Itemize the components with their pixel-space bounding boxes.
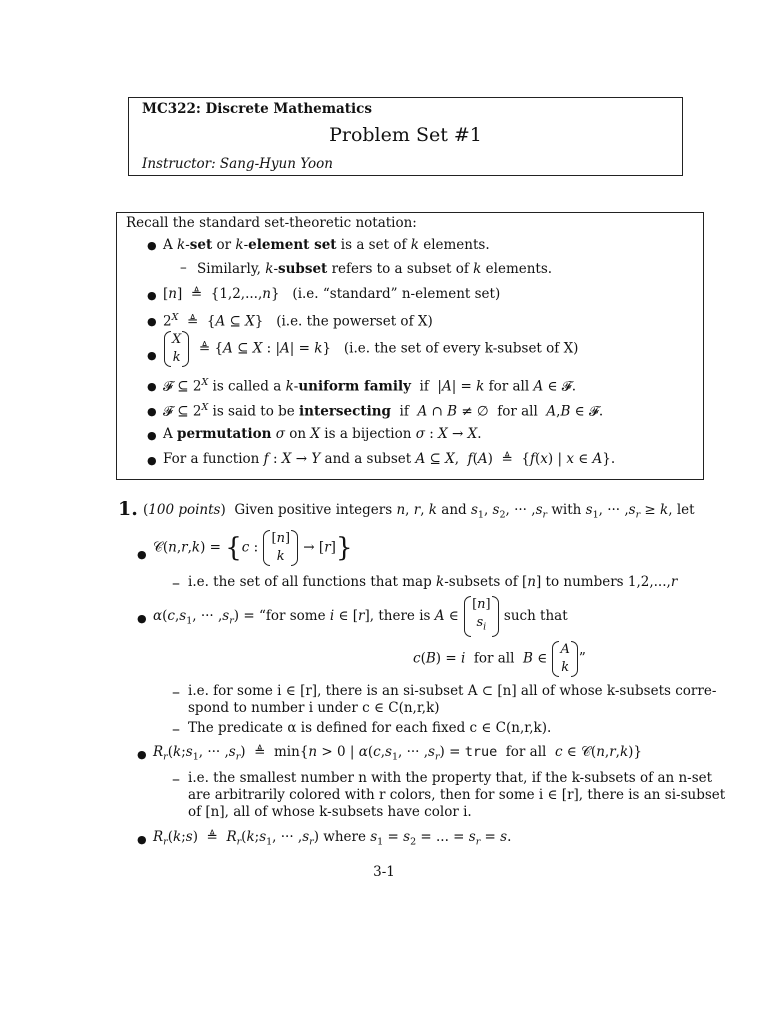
dash-icon: – [172,573,180,592]
dash-icon: – [172,719,180,738]
alpha-note-2: The predicate α is defined for each fixed c ∈ C(n,r,k). [188,720,552,736]
course-title: MC322: Discrete Mathematics [142,101,372,117]
bullet-icon: ● [147,315,157,328]
notation-intersecting: 𝓕 ⊆ $2^X$ is said to be intersecting if A ∩ B ≠ ∅ for all A,B ∈ 𝓕. [163,402,604,420]
ramsey-note-1: i.e. the smallest number n with the property that, if the k-subsets of an n-set [188,770,713,786]
def-ramsey-diag: $R_r(k;s)$ ≜ $R_r(k;s_1$, ··· $,s_r$) where $s_1 = s_2$ = ... = $s_r = s$. [153,829,512,848]
bullet-icon: ● [147,454,157,467]
def-c-note: i.e. the set of all functions that map k-subsets of [n] to numbers 1,2,...,r [188,574,678,590]
ramsey-note-2: are arbitrarily colored with r colors, then for some i ∈ [r], there is an si-subset [188,787,726,803]
def-alpha: $\alpha(c,s_1$, ··· $,s_r$) = “for some i ∈ [r], there is A ∈ [n] $s_i$ such that [153,596,568,637]
def-ramsey: $R_r(k;s_1$, ··· $,s_r$) ≜ min{n > 0 | $\alpha(c,s_1$, ··· $,s_r$) = true for all c ∈ 𝒞(n,r,k)} [153,744,642,763]
ramsey-note-3: of [n], all of whose k-subsets have color i. [188,804,472,820]
bullet-icon: ● [147,349,157,362]
dash-icon: – [172,682,180,701]
notation-permutation: A permutation σ on X is a bijection σ : X → X. [163,426,482,442]
bullet-icon: ● [137,548,147,561]
dash-icon: – [172,769,180,788]
bullet-icon: ● [137,612,147,625]
page-number: 3-1 [373,864,395,880]
notation-image: For a function f : X → Y and a subset A ⊆ X, f(A) ≜ {f(x) | x ∈ A}. [163,451,616,467]
problem-statement: (100 points) Given positive integers n, r, k and $s_1$, $s_2$, ··· $,s_r$ with $s_1$, ··· $,s_r \ge k$, let [143,502,695,521]
bullet-icon: ● [137,748,147,761]
bullet-icon: ● [147,239,157,252]
problem-set-title: Problem Set #1 [329,124,482,146]
notation-ksubset: Similarly, k-subset refers to a subset of k elements. [197,261,553,277]
notation-box [116,212,704,480]
bullet-icon: ● [147,405,157,418]
dash-icon: – [180,260,187,276]
bullet-icon: ● [147,380,157,393]
instructor: Instructor: Sang-Hyun Yoon [142,156,333,172]
def-alpha-cond: c(B) = i for all B ∈ A k ” [413,642,586,675]
notation-uniform: 𝓕 ⊆ $2^X$ is called a k-uniform family if |A| = k for all A ∈ 𝓕. [163,377,577,395]
notation-powerset: $2^X$ ≜ {A ⊆ X} (i.e. the powerset of X) [163,312,433,330]
notation-kset: A k-set or k-element set is a set of k elements. [163,237,490,253]
bullet-icon: ● [137,833,147,846]
notation-ksubsets: X k ≜ {A ⊆ X : |A| = k} (i.e. the set of every k-subset of X) [163,331,578,367]
alpha-note-1: i.e. for some i ∈ [r], there is an si-subset A ⊂ [n] all of whose k-subsets corre- [188,683,717,699]
header-box [128,97,683,176]
notation-intro: Recall the standard set-theoretic notation: [126,215,417,231]
def-c: 𝒞(n,r,k) = {c : [n] k → [r]} [153,531,353,564]
alpha-note-1b: spond to number i under c ∈ C(n,r,k) [188,700,440,716]
problem-number: 1. [118,498,138,520]
bullet-icon: ● [147,429,157,442]
bullet-icon: ● [147,289,157,302]
notation-n: [n] ≜ {1,2,...,n} (i.e. “standard” n-element set) [163,286,501,302]
